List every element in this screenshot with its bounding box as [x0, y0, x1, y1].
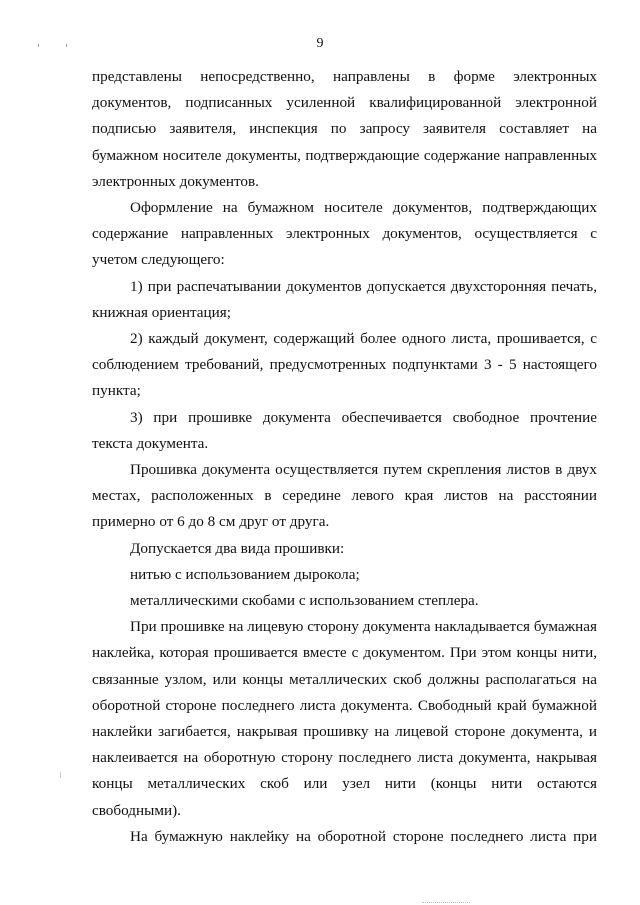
- paragraph: представлены непосредственно, направлены в форме электронных документов, подписанных усиленной квалифицированной электронной подписью заявителя, инспекция по запросу заявителя составляет на бумажном носителе документы, подтверждающие содержание направленных электронных документов.: [92, 68, 597, 190]
- paragraph: металлическими скобами с использованием степлера.: [130, 592, 479, 610]
- page-number: 9: [316, 36, 324, 51]
- paragraph: Оформление на бумажном носителе документов, подтверждающих содержание направленных электронных документов, осуществляется с учетом следующего:: [92, 199, 597, 269]
- paragraph: 2) каждый документ, содержащий более одного листа, прошивается, с соблюдением требований, предусмотренных подпунктами 3 - 5 настоящего пункта;: [92, 330, 597, 400]
- scan-mark: [422, 901, 470, 903]
- paragraph: Прошивка документа осуществляется путем скрепления листов в двух местах, расположенных в середине левого края листов на расстоянии примерно от 6 до 8 см друг от друга.: [92, 461, 597, 531]
- paragraph: нитью с использованием дырокола;: [130, 565, 360, 583]
- scan-mark: [38, 44, 39, 47]
- paragraph: 1) при распечатывании документов допускается двухсторонняя печать, книжная ориентация;: [92, 277, 597, 321]
- paragraph: Допускается два вида прошивки:: [130, 539, 345, 557]
- scan-mark: [60, 772, 61, 778]
- paragraph: При прошивке на лицевую сторону документа накладывается бумажная наклейка, которая прошивается вместе с документом. При этом концы нити, связанные узлом, или концы металлических скоб должны располагаться на оборотной стороне последнего листа документа. Свободный край бумажной наклейки загибается, накрывая прошивку на лицевой стороне документа, и наклеивается на оборотную сторону последнего листа документа, накрывая концы металлических скоб или узел нити (концы нити остаются свободными).: [92, 618, 597, 819]
- paragraph: На бумажную наклейку на оборотной стороне последнего листа при: [130, 827, 597, 845]
- document-body: [92, 64, 597, 850]
- paragraph: 3) при прошивке документа обеспечивается свободное прочтение текста документа.: [92, 408, 597, 452]
